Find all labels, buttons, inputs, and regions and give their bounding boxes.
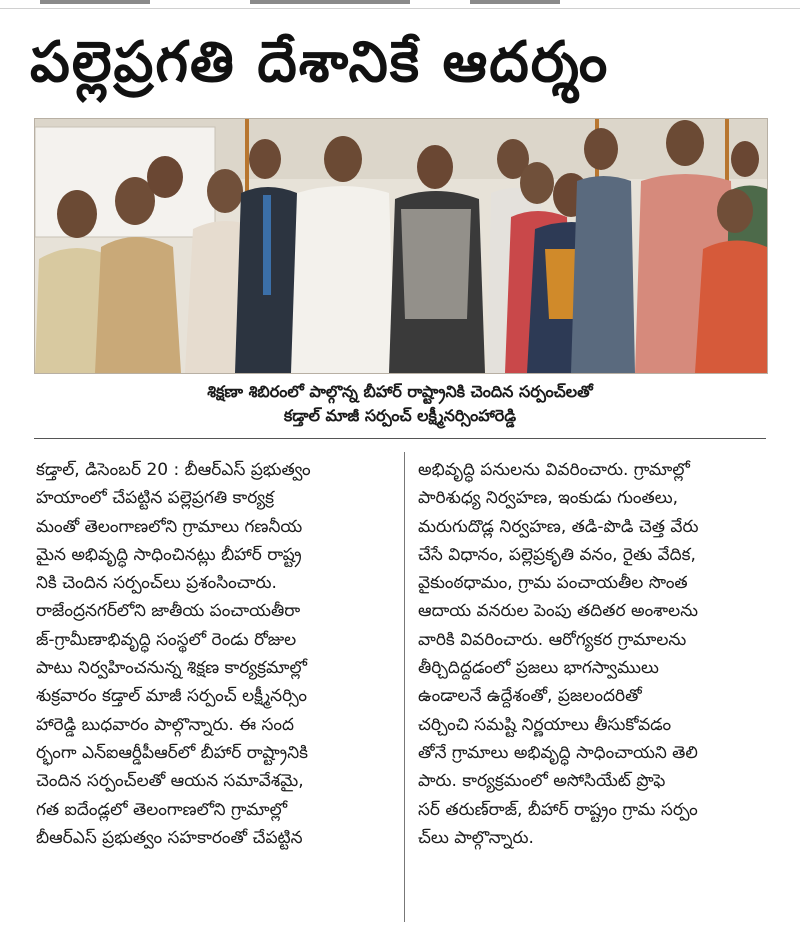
group-photo-illustration [35, 119, 767, 373]
caption-line: కడ్తాల్ మాజీ సర్పంచ్ లక్ష్మీనర్సింహారెడ్డి [283, 406, 517, 425]
body-line: జ్-గ్రామీణాభివృద్ధి సంస్థలో రెండు రోజుల [36, 629, 297, 650]
body-line: ఉండాలనే ఉద్దేశంతో, ప్రజలందరితో [418, 686, 642, 707]
clipped-previous-line [0, 0, 800, 9]
body-line: తోనే గ్రామాలు అభివృద్ధి సాధించాయని తెలి [418, 742, 698, 763]
group-photo [34, 118, 768, 374]
body-line: మైన అభివృద్ధి సాధించినట్లు బీహార్ రాష్ట్ర [36, 544, 302, 565]
body-line: కడ్తాల్, డిసెంబర్ 20 : బీఆర్ఎస్ ప్రభుత్వం [36, 460, 311, 480]
body-line: పారు. కార్యక్రమంలో అసోసియేట్ ప్రొఫె [418, 771, 666, 792]
body-line: హయాంలో చేపట్టిన పల్లెప్రగతి కార్యక్ర [36, 488, 274, 509]
body-line: వైకుంఠధామం, గ్రామ పంచాయతీల సొంత [418, 573, 688, 594]
article-body-right-column [418, 456, 774, 852]
body-line: హారెడ్డి బుధవారం పాల్గొన్నారు. ఈ సంద [36, 714, 295, 735]
article-body-left-column [36, 456, 392, 852]
column-divider [404, 452, 405, 922]
body-line: గత ఐదేండ్లలో తెలంగాణలోని గ్రామాల్లో [36, 799, 288, 820]
clipped-text-fragment [250, 0, 410, 4]
body-line: బీఆర్ఎస్ ప్రభుత్వం సహకారంతో చేపట్టిన [36, 827, 303, 848]
photo-caption [34, 380, 766, 428]
body-line: చెందిన సర్పంచ్‌లతో ఆయన సమావేశమై, [36, 771, 304, 792]
clipped-text-fragment [470, 0, 560, 4]
body-line: పాటు నిర్వహించనున్న శిక్షణ కార్యక్రమాల్లో [36, 658, 307, 679]
body-line: ర్భంగా ఎన్ఐఆర్డీపీఆర్‌లో బీహార్ రాష్ట్రానికి [36, 742, 309, 763]
clipped-text-fragment [40, 0, 150, 4]
caption-line: శిక్షణా శిబిరంలో పాల్గొన్న బీహార్ రాష్ట్రానికి చెందిన సర్పంచ్‌లతో [207, 382, 593, 401]
body-line: తీర్చిదిద్దడంలో ప్రజలు భాగస్వాములు [418, 658, 659, 679]
body-line: నికి చెందిన సర్పంచ్‌లు ప్రశంసించారు. [36, 573, 277, 594]
body-line: చ్‌లు పాల్గొన్నారు. [418, 827, 534, 848]
body-line: మరుగుదొడ్ల నిర్వహణ, తడి-పొడి చెత్త వేరు [418, 516, 699, 537]
body-line: అభివృద్ధి పనులను వివరించారు. గ్రామాల్లో [418, 460, 690, 480]
body-line: చర్చించి సమష్టి నిర్ణయాలు తీసుకోవడం [418, 714, 672, 735]
body-line: మంతో తెలంగాణలోని గ్రామాలు గణనీయ [36, 516, 303, 537]
article-headline: పల్లెప్రగతి దేశానికే ఆదర్శం [30, 30, 610, 95]
caption-rule [34, 438, 766, 439]
body-line: శుక్రవారం కడ్తాల్ మాజీ సర్పంచ్ లక్ష్మీనర్సిం [36, 686, 307, 707]
body-line: పారిశుధ్య నిర్వహణ, ఇంకుడు గుంతలు, [418, 488, 679, 509]
body-line: చేసే విధానం, పల్లెప్రకృతి వనం, రైతు వేదిక, [418, 544, 696, 565]
body-line: సర్ తరుణ్‌రాజ్, బీహార్ రాష్ట్రం గ్రామ సర్పం [418, 799, 698, 820]
body-line: వారికి వివరించారు. ఆరోగ్యకర గ్రామాలను [418, 629, 687, 650]
body-line: రాజేంద్రనగర్‌లోని జాతీయ పంచాయతీరా [36, 601, 301, 622]
body-line: ఆదాయ వనరుల పెంపు తదితర అంశాలను [418, 601, 699, 622]
